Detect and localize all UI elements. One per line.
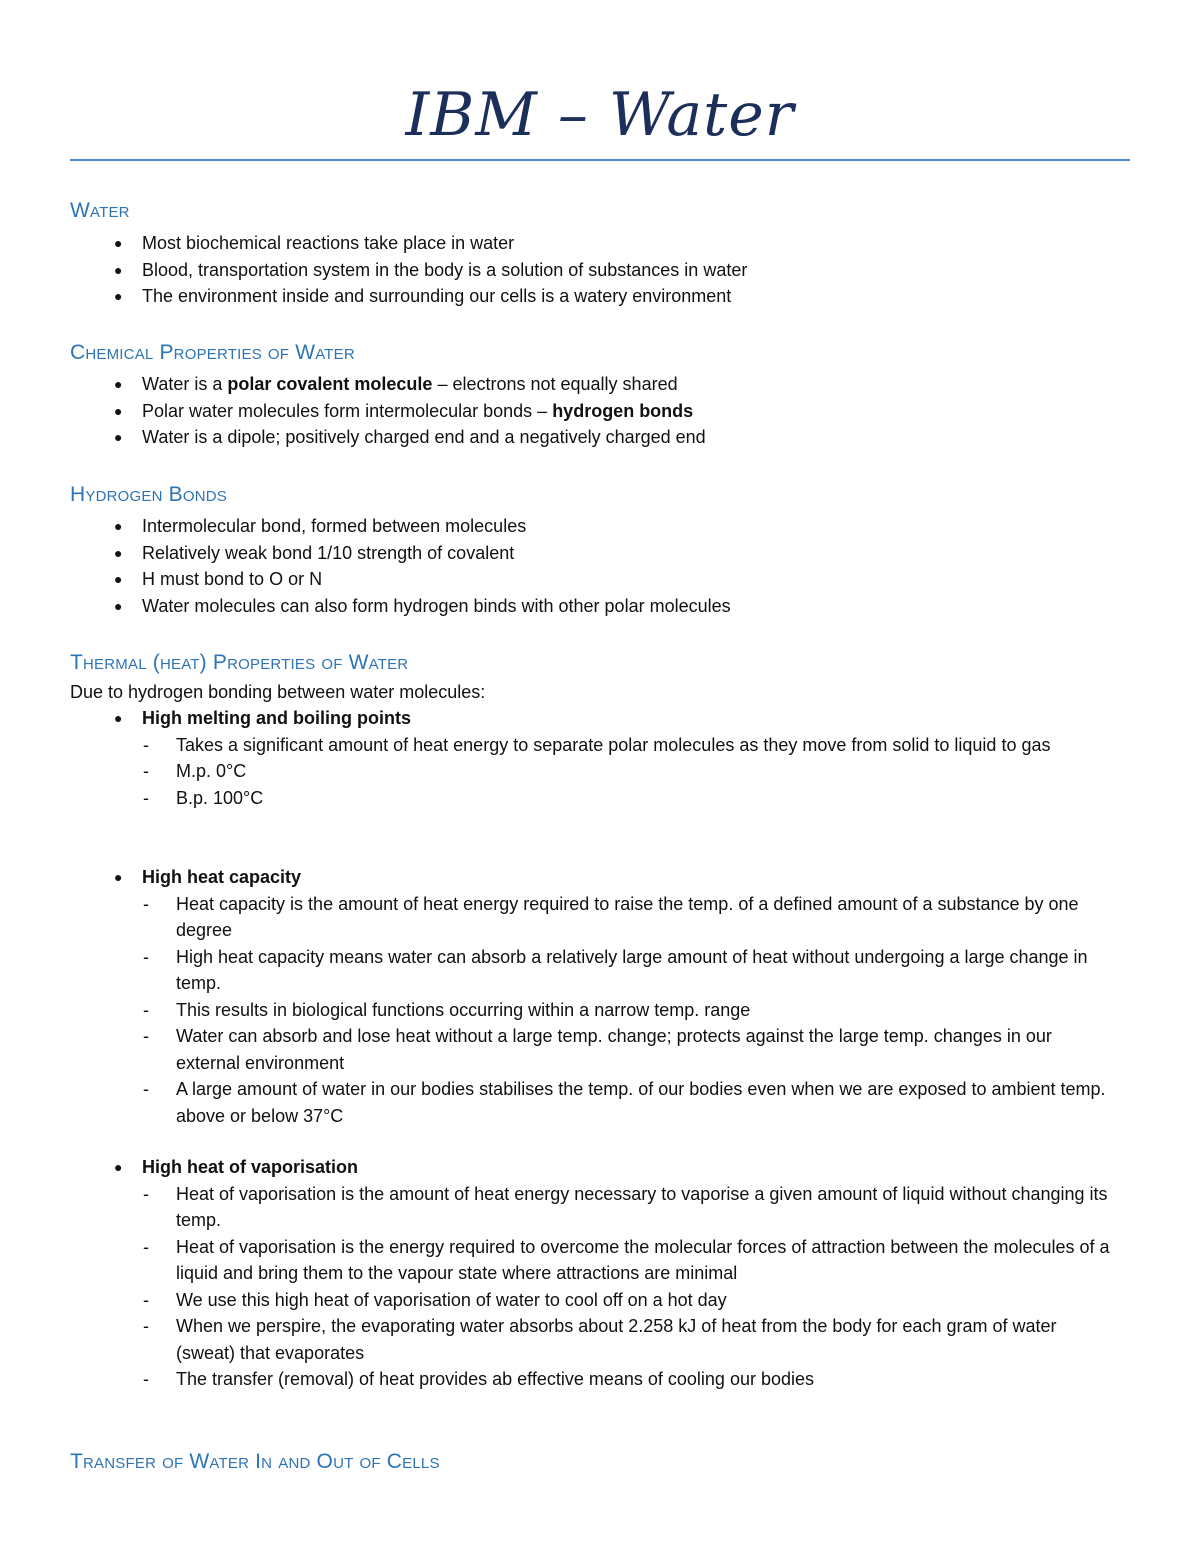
heading-hydrogen-bonds: Hydrogen Bonds	[70, 483, 227, 506]
list-item: ● Blood, transportation system in the body is a solution of substances in water	[114, 259, 748, 280]
list-item: ● The environment inside and surrounding our cells is a watery environment	[114, 286, 732, 306]
list-item: - The transfer (removal) of heat provides ab effective means of cooling our bodies	[143, 1369, 815, 1389]
list-item: ● Water molecules can also form hydrogen binds with other polar molecules	[114, 595, 731, 616]
list-item: ● H must bond to O or N	[114, 569, 323, 589]
list-item: - M.p. 0°C	[143, 761, 247, 781]
list-item: - When we perspire, the evaporating water absorbs about 2.258 kJ of heat from the body for each gram of water (sweat) that evaporates	[143, 1316, 1057, 1363]
thermal-group-vaporisation	[70, 1154, 1130, 1393]
list-item: ● Relatively weak bond 1/10 strength of covalent	[114, 542, 515, 563]
list-item: ● High melting and boiling points - Takes a significant amount of heat energy to separate polar molecules as they move from solid to liquid to gas - M.p. 0°C - B.p. 100°C	[70, 705, 1130, 811]
list-item: ● High heat of vaporisation - Heat of vaporisation is the amount of heat energy necessary to vaporise a given amount of liquid without changing its temp. - Heat of vaporisation is the energy required to overcome the molecular forces of attraction between the molecules of a liquid and bring them to the vapour state where attractions are minimal - We use this high heat of vaporisation of water to cool off on a hot day - When we perspire, the evaporating water absorbs about 2.258 kJ of heat from the body for each gram of water (sweat) that evaporates - The transfer (removal) of heat provides ab effective means of cooling our bodies	[70, 1154, 1130, 1393]
thermal-intro: Due to hydrogen bonding between water molecules:	[70, 682, 486, 702]
list-item: - Water can absorb and lose heat without a large temp. change; protects against the large temp. changes in our external environment	[143, 1026, 1052, 1073]
title-divider	[70, 159, 1130, 161]
list-item: - Takes a significant amount of heat energy to separate polar molecules as they move from solid to liquid to gas	[143, 734, 1051, 755]
list-item: - Heat of vaporisation is the energy required to overcome the molecular forces of attraction between the molecules of a liquid and bring them to the vapour state where attractions are minimal	[143, 1236, 1110, 1283]
thermal-group-melting	[70, 705, 1130, 811]
list-item: ● High heat capacity - Heat capacity is the amount of heat energy required to raise the temp. of a defined amount of a substance by one degree - High heat capacity means water can absorb a relatively large amount of heat without undergoing a large change in temp. - This results in biological functions occurring within a narrow temp. range - Water can absorb and lose heat without a large temp. change; protects against the large temp. changes in our external environment - A large amount of water in our bodies stabilises the temp. of our bodies even when we are exposed to ambient temp. above or below 37°C	[70, 864, 1130, 1129]
heat-capacity-list	[70, 891, 1130, 1130]
list-item: - This results in biological functions occurring within a narrow temp. range	[143, 999, 751, 1020]
hydrogen-list	[70, 513, 1130, 619]
vaporisation-list	[70, 1181, 1130, 1393]
heading-chemical-properties: Chemical Properties of Water	[70, 341, 355, 364]
chemical-list	[70, 371, 1130, 451]
melting-points-list	[70, 732, 1130, 812]
list-item: - We use this high heat of vaporisation of water to cool off on a hot day	[143, 1289, 727, 1310]
heading-transfer-of-water: Transfer of Water In and Out of Cells	[70, 1450, 440, 1473]
heading-thermal-properties: Thermal (heat) Properties of Water	[70, 651, 409, 674]
list-item: ● Intermolecular bond, formed between molecules	[114, 516, 527, 536]
list-item: - Heat capacity is the amount of heat energy required to raise the temp. of a defined amount of a substance by one degree	[143, 893, 1079, 940]
thermal-group-heat-capacity	[70, 864, 1130, 1129]
list-item: - B.p. 100°C	[143, 787, 264, 808]
list-item: ● Polar water molecules form intermolecular bonds – hydrogen bonds	[114, 400, 694, 421]
page-title: IBM – Water	[405, 80, 795, 150]
list-item: - High heat capacity means water can absorb a relatively large amount of heat without undergoing a large change in temp.	[143, 946, 1088, 993]
water-list	[70, 230, 1130, 310]
list-item: - A large amount of water in our bodies stabilises the temp. of our bodies even when we are exposed to ambient temp. above or below 37°C	[143, 1079, 1106, 1126]
heading-water: Water	[70, 199, 130, 222]
list-item: ● Most biochemical reactions take place in water	[114, 233, 515, 253]
list-item: ● Water is a polar covalent molecule – electrons not equally shared	[114, 374, 678, 394]
list-item: ● Water is a dipole; positively charged end and a negatively charged end	[114, 427, 706, 447]
list-item: - Heat of vaporisation is the amount of heat energy necessary to vaporise a given amount of liquid without changing its temp.	[143, 1183, 1108, 1230]
